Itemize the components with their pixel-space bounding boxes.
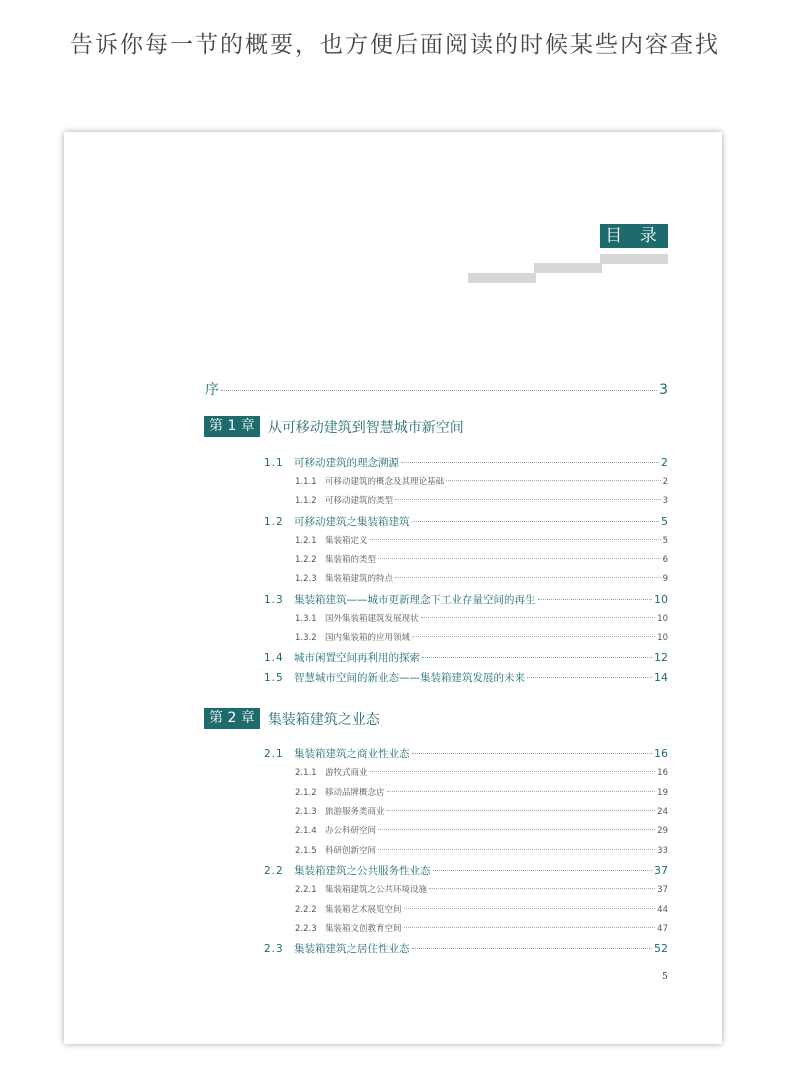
toc-subsection-2-1-1[interactable] <box>295 766 668 780</box>
page-ref: 6 <box>662 555 668 565</box>
page-ref: 16 <box>657 768 668 778</box>
page-ref: 12 <box>654 651 668 664</box>
subsection-title: 科研创新空间 <box>325 846 377 856</box>
leader-dots <box>395 577 661 578</box>
leader-dots <box>538 599 653 600</box>
section-title: 城市闲置空间再利用的探索 <box>294 652 420 664</box>
leader-dots <box>404 908 656 909</box>
page-ref: 10 <box>657 633 668 643</box>
chapter-tag: 第 2 章 <box>204 708 260 729</box>
leader-dots <box>387 810 656 811</box>
subsection-number: 2.1.2 <box>295 788 317 798</box>
subsection-title: 办公科研空间 <box>325 826 377 836</box>
toc-subsection-2-1-3[interactable] <box>295 805 668 819</box>
page-ref: 44 <box>657 905 668 915</box>
subsection-number: 2.2.2 <box>295 905 317 915</box>
leader-dots <box>370 771 656 772</box>
page-ref: 47 <box>657 924 668 934</box>
leader-dots <box>421 617 656 618</box>
subsection-title: 可移动建筑的类型 <box>325 496 394 506</box>
section-title: 可移动建筑之集装箱建筑 <box>294 516 410 528</box>
page-ref: 29 <box>657 826 668 836</box>
leader-dots <box>378 849 655 850</box>
page-ref: 37 <box>657 885 668 895</box>
page-ref: 33 <box>657 846 668 856</box>
toc-title: 目 录 <box>600 224 668 248</box>
page-number: 5 <box>662 972 668 982</box>
page-ref: 2 <box>661 456 668 469</box>
subsection-number: 1.2.1 <box>295 536 317 546</box>
subsection-title: 集装箱建筑之公共环境设施 <box>325 885 428 895</box>
subsection-title: 游牧式商业 <box>325 768 368 778</box>
subsection-number: 1.2.3 <box>295 574 317 584</box>
section-title: 可移动建筑的理念溯源 <box>294 457 399 469</box>
section-title: 智慧城市空间的新业态——集装箱建筑发展的未来 <box>294 672 525 684</box>
subsection-number: 2.1.1 <box>295 768 317 778</box>
toc-subsection-1-3-1[interactable] <box>295 612 668 626</box>
toc-section-2-1[interactable] <box>264 746 668 762</box>
chapter-tag: 第 1 章 <box>204 416 260 437</box>
toc-section-1-1[interactable] <box>264 455 668 471</box>
toc-subsection-2-2-1[interactable] <box>295 883 668 897</box>
page-ref: 52 <box>654 942 668 955</box>
leader-dots <box>446 480 661 481</box>
page-ref: 2 <box>662 477 668 487</box>
toc-subsection-1-2-2[interactable] <box>295 553 668 567</box>
page-ref: 10 <box>657 614 668 624</box>
subsection-number: 1.3.2 <box>295 633 317 643</box>
preface-label: 序 <box>205 382 219 398</box>
toc-subsection-2-1-4[interactable] <box>295 824 668 838</box>
top-caption: 告诉你每一节的概要，也方便后面阅读的时候某些内容查找 <box>70 32 720 58</box>
leader-dots <box>404 927 656 928</box>
toc-section-2-3[interactable] <box>264 941 668 957</box>
leader-dots <box>378 558 661 559</box>
subsection-number: 2.2.1 <box>295 885 317 895</box>
section-number: 1.1 <box>264 457 284 469</box>
leader-dots <box>412 948 653 949</box>
toc-subsection-1-3-2[interactable] <box>295 631 668 645</box>
toc-section-1-2[interactable] <box>264 514 668 530</box>
section-number: 1.4 <box>264 652 284 664</box>
toc-entry-preface[interactable] <box>205 379 668 399</box>
section-number: 2.3 <box>264 943 284 955</box>
toc-subsection-2-1-2[interactable] <box>295 786 668 800</box>
page-ref: 5 <box>662 536 668 546</box>
decor-bar <box>534 263 602 273</box>
leader-dots <box>412 753 653 754</box>
subsection-number: 2.2.3 <box>295 924 317 934</box>
leader-dots <box>412 636 655 637</box>
page-ref: 19 <box>657 788 668 798</box>
subsection-title: 移动品牌概念店 <box>325 788 385 798</box>
subsection-title: 集装箱艺术展览空间 <box>325 905 402 915</box>
leader-dots <box>433 870 653 871</box>
leader-dots <box>401 462 659 463</box>
subsection-number: 1.1.2 <box>295 496 317 506</box>
book-page <box>64 132 722 1044</box>
toc-subsection-1-1-1[interactable] <box>295 475 668 489</box>
leader-dots <box>378 829 655 830</box>
section-number: 1.5 <box>264 672 284 684</box>
subsection-title: 集装箱文创教育空间 <box>325 924 402 934</box>
toc-subsection-2-2-3[interactable] <box>295 922 668 936</box>
page-ref: 37 <box>654 864 668 877</box>
chapter-heading-2[interactable] <box>204 708 380 729</box>
toc-section-1-5[interactable] <box>264 670 668 686</box>
decor-bar <box>600 254 668 264</box>
section-number: 1.2 <box>264 516 284 528</box>
subsection-title: 集装箱定义 <box>325 536 368 546</box>
subsection-number: 2.1.4 <box>295 826 317 836</box>
page-ref: 16 <box>654 747 668 760</box>
toc-subsection-2-1-5[interactable] <box>295 844 668 858</box>
subsection-number: 1.2.2 <box>295 555 317 565</box>
chapter-title: 从可移动建筑到智慧城市新空间 <box>267 419 464 436</box>
subsection-title: 国内集装箱的应用领域 <box>325 633 411 643</box>
leader-dots <box>527 677 652 678</box>
section-number: 2.2 <box>264 865 284 877</box>
leader-dots <box>429 888 655 889</box>
leader-dots <box>221 390 657 391</box>
subsection-title: 集装箱的类型 <box>325 555 377 565</box>
page-ref: 5 <box>661 515 668 528</box>
subsection-title: 集装箱建筑的特点 <box>325 574 394 584</box>
leader-dots <box>412 521 660 522</box>
section-title: 集装箱建筑——城市更新理念下工业存量空间的再生 <box>294 594 536 606</box>
section-number: 2.1 <box>264 748 284 760</box>
subsection-number: 1.3.1 <box>295 614 317 624</box>
leader-dots <box>422 657 652 658</box>
toc-subsection-2-2-2[interactable] <box>295 903 668 917</box>
subsection-title: 旅游服务类商业 <box>325 807 385 817</box>
toc-subsection-1-2-3[interactable] <box>295 572 668 586</box>
leader-dots <box>395 499 661 500</box>
subsection-title: 可移动建筑的概念及其理论基础 <box>325 477 445 487</box>
page-ref: 24 <box>657 807 668 817</box>
decor-bar <box>468 273 536 283</box>
subsection-number: 2.1.5 <box>295 846 317 856</box>
leader-dots <box>370 539 661 540</box>
leader-dots <box>387 791 656 792</box>
page-ref: 14 <box>654 671 668 684</box>
subsection-number: 1.1.1 <box>295 477 317 487</box>
subsection-title: 国外集装箱建筑发展现状 <box>325 614 419 624</box>
toc-section-1-3[interactable] <box>264 592 668 608</box>
page-ref: 3 <box>662 496 668 506</box>
page-ref: 9 <box>662 574 668 584</box>
toc-subsection-1-1-2[interactable] <box>295 494 668 508</box>
subsection-number: 2.1.3 <box>295 807 317 817</box>
toc-section-2-2[interactable] <box>264 863 668 879</box>
page-ref: 3 <box>659 382 668 398</box>
section-title: 集装箱建筑之公共服务性业态 <box>294 865 431 877</box>
section-title: 集装箱建筑之居住性业态 <box>294 943 410 955</box>
toc-subsection-1-2-1[interactable] <box>295 534 668 548</box>
toc-section-1-4[interactable] <box>264 650 668 666</box>
section-number: 1.3 <box>264 594 284 606</box>
chapter-title: 集装箱建筑之业态 <box>267 711 380 728</box>
page-ref: 10 <box>654 593 668 606</box>
section-title: 集装箱建筑之商业性业态 <box>294 748 410 760</box>
chapter-heading-1[interactable] <box>204 416 464 437</box>
